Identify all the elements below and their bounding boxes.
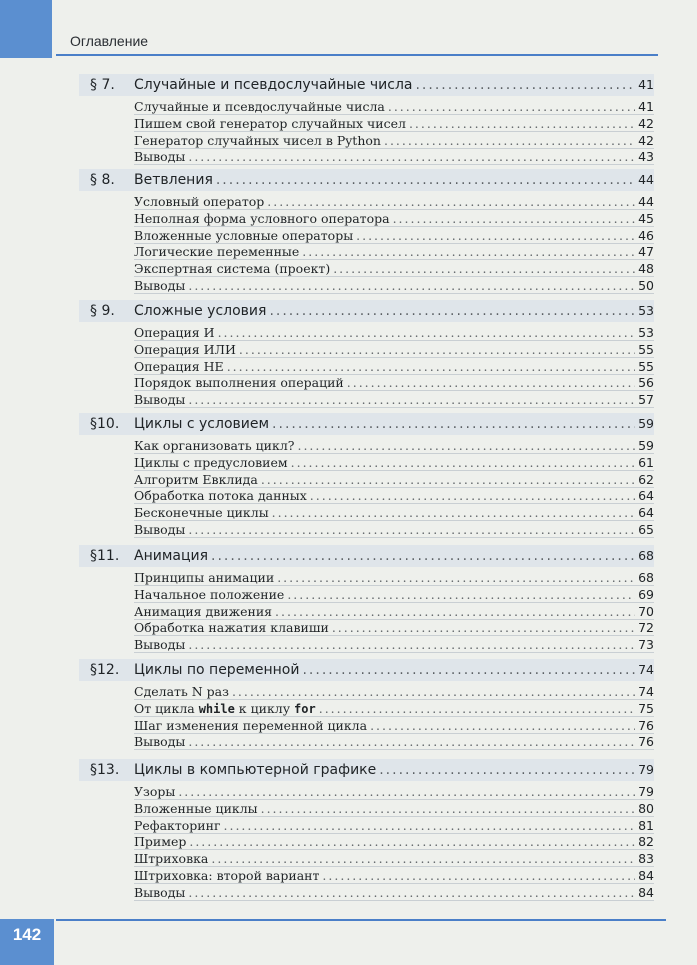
footer-rule	[56, 919, 666, 921]
toc-subsection-entry[interactable]	[134, 342, 654, 357]
subsection-title: Операция НЕ	[134, 358, 224, 374]
subsection-page: 56	[638, 375, 654, 391]
section-title: Анимация	[134, 548, 209, 564]
subsection-title: Операция И	[134, 325, 215, 340]
dot-leader	[261, 801, 635, 816]
subsection-title: Операция ИЛИ	[134, 341, 236, 357]
toc-subsection-entry[interactable]	[134, 885, 654, 900]
section-title: Сложные условия	[134, 303, 267, 319]
dot-leader	[379, 762, 635, 778]
subsection-title: Штриховка	[134, 851, 209, 867]
dot-leader	[287, 587, 635, 602]
subsection-page: 80	[638, 800, 654, 816]
subsection-page: 47	[638, 244, 654, 260]
subsection-title: Условный оператор	[134, 194, 265, 209]
subsection-page: 50	[638, 278, 654, 293]
subsection-title: Рефакторинг	[134, 817, 221, 833]
dot-leader	[211, 851, 635, 866]
subsection-page: 79	[638, 784, 654, 799]
section-number: §12.	[90, 662, 120, 678]
toc-subsection-entry[interactable]	[134, 194, 654, 209]
subsection-page: 45	[638, 210, 654, 226]
section-page: 41	[638, 77, 654, 92]
dot-leader	[188, 522, 635, 537]
dot-leader	[261, 472, 635, 487]
subsection-page: 74	[638, 684, 654, 699]
row-divider	[134, 900, 654, 901]
row-divider	[134, 652, 654, 653]
subsection-page: 76	[638, 717, 654, 733]
toc-subsection-entry[interactable]	[134, 801, 654, 816]
dot-leader	[409, 116, 635, 131]
subsection-page: 44	[638, 194, 654, 209]
section-page: 74	[638, 662, 654, 677]
toc-subsection-entry[interactable]	[134, 359, 654, 374]
toc-subsection-entry[interactable]	[134, 392, 654, 407]
toc-subsection-entry[interactable]	[134, 133, 654, 148]
dot-leader	[332, 620, 635, 635]
subsection-page: 64	[638, 488, 654, 504]
dot-leader	[370, 718, 635, 733]
section-page: 59	[638, 416, 654, 431]
subsection-title: Алгоритм Евклида	[134, 471, 258, 487]
subsection-title: Вложенные циклы	[134, 800, 258, 816]
subsection-page: 55	[638, 358, 654, 374]
dot-leader	[322, 868, 635, 883]
subsection-page: 57	[638, 392, 654, 408]
dot-leader	[388, 99, 635, 114]
subsection-title: Штриховка: второй вариант	[134, 868, 320, 883]
toc-subsection-entry[interactable]	[134, 261, 654, 276]
section-number: §11.	[90, 548, 120, 564]
subsection-page: 68	[638, 570, 654, 585]
subsection-title: Выводы	[134, 278, 186, 293]
toc-subsection-entry[interactable]	[134, 587, 654, 602]
dot-leader	[239, 342, 635, 357]
dot-leader	[272, 416, 635, 432]
subsection-page: 64	[638, 505, 654, 521]
subsection-page: 46	[638, 227, 654, 243]
toc-subsection-entry[interactable]	[134, 99, 654, 114]
toc-subsection-entry[interactable]	[134, 244, 654, 259]
dot-leader	[189, 834, 635, 849]
subsection-title: Шаг изменения переменной цикла	[134, 717, 368, 733]
subsection-title: Вложенные условные операторы	[134, 227, 354, 243]
dot-leader	[269, 303, 635, 319]
subsection-title: Сделать N раз	[134, 684, 229, 699]
subsection-title: Циклы с предусловием	[134, 454, 288, 470]
dot-leader	[188, 149, 635, 164]
toc-subsection-entry[interactable]	[134, 211, 654, 226]
dot-leader	[333, 261, 635, 276]
toc-section-entry[interactable]	[134, 303, 654, 319]
subsection-title: Бесконечные циклы	[134, 505, 269, 521]
dot-leader	[188, 885, 635, 900]
subsection-page: 69	[638, 586, 654, 602]
subsection-title: Выводы	[134, 884, 186, 900]
subsection-page: 53	[638, 325, 654, 340]
toc-subsection-entry[interactable]	[134, 149, 654, 164]
dot-leader	[232, 684, 635, 699]
subsection-title: От цикла while к циклу for	[134, 700, 316, 716]
subsection-page: 72	[638, 620, 654, 636]
subsection-page: 82	[638, 834, 654, 850]
dot-leader	[272, 505, 635, 520]
subsection-title: Выводы	[134, 734, 186, 750]
subsection-title: Пишем свой генератор случайных чисел	[134, 115, 406, 131]
section-title: Ветвления	[134, 172, 213, 188]
subsection-title: Порядок выполнения операций	[134, 375, 344, 391]
toc-subsection-entry[interactable]	[134, 438, 654, 453]
dot-leader	[188, 278, 635, 293]
dot-leader	[188, 637, 635, 652]
keyword-for: for	[294, 701, 316, 716]
subsection-page: 41	[638, 99, 654, 114]
subsection-title: Выводы	[134, 149, 186, 165]
dot-leader	[347, 375, 635, 390]
subsection-page: 73	[638, 637, 654, 653]
subsection-page: 48	[638, 261, 654, 277]
toc-subsection-entry[interactable]	[134, 228, 654, 243]
subsection-page: 84	[638, 868, 654, 883]
dot-leader	[267, 194, 635, 209]
subsection-page: 84	[638, 884, 654, 900]
section-title: Циклы по переменной	[134, 662, 300, 678]
toc-subsection-entry[interactable]	[134, 472, 654, 487]
subsection-title: Генератор случайных чисел в Python	[134, 132, 381, 148]
subsection-title: Как организовать цикл?	[134, 438, 295, 453]
dot-leader	[302, 662, 635, 678]
subsection-page: 61	[638, 454, 654, 470]
subsection-page: 42	[638, 115, 654, 131]
dot-leader	[356, 228, 635, 243]
subsection-title: Принципы анимации	[134, 570, 275, 585]
section-title: Циклы с условием	[134, 416, 270, 432]
dot-leader	[384, 133, 635, 148]
section-page: 44	[638, 172, 654, 187]
row-divider	[134, 407, 654, 408]
section-page: 53	[638, 303, 654, 318]
toc-subsection-entry[interactable]	[134, 116, 654, 131]
toc-subsection-entry[interactable]	[134, 851, 654, 866]
toc-subsection-entry[interactable]	[134, 834, 654, 849]
dot-leader	[302, 244, 635, 259]
subsection-title: Логические переменные	[134, 244, 300, 260]
keyword-while: while	[198, 701, 235, 716]
toc-subsection-entry[interactable]	[134, 604, 654, 619]
subsection-page: 62	[638, 471, 654, 487]
toc-section-entry[interactable]	[134, 762, 654, 778]
subsection-title: Анимация движения	[134, 603, 273, 619]
toc-subsection-entry[interactable]	[134, 734, 654, 749]
page-header-title: Оглавление	[70, 33, 149, 49]
toc-subsection-entry[interactable]	[134, 701, 654, 716]
section-title: Циклы в компьютерной графике	[134, 762, 377, 778]
section-title: Случайные и псевдослучайные числа	[134, 77, 413, 93]
toc-section-entry[interactable]	[134, 416, 654, 432]
toc-subsection-entry[interactable]	[134, 868, 654, 883]
corner-tab	[0, 0, 52, 58]
subsection-page: 81	[638, 817, 654, 833]
subsection-page: 76	[638, 734, 654, 750]
subsection-title: Начальное положение	[134, 586, 285, 602]
toc-subsection-entry[interactable]	[134, 684, 654, 699]
subsection-title: Выводы	[134, 522, 186, 537]
subsection-title: Узоры	[134, 784, 176, 799]
subsection-page: 83	[638, 851, 654, 867]
toc-subsection-entry[interactable]	[134, 620, 654, 635]
subsection-title: Обработка нажатия клавиши	[134, 620, 329, 636]
toc-section-entry[interactable]	[134, 77, 654, 93]
dot-leader	[188, 734, 635, 749]
toc-subsection-entry[interactable]	[134, 455, 654, 470]
section-number: § 9.	[90, 303, 115, 319]
toc-subsection-entry[interactable]	[134, 522, 654, 537]
dot-leader	[224, 818, 635, 833]
dot-leader	[275, 604, 635, 619]
toc-subsection-entry[interactable]	[134, 488, 654, 503]
dot-leader	[218, 325, 635, 340]
subsection-page: 43	[638, 149, 654, 165]
dot-leader	[291, 455, 635, 470]
subsection-page: 65	[638, 522, 654, 537]
row-divider	[134, 164, 654, 165]
page-number: 142	[12, 925, 42, 944]
toc-subsection-entry[interactable]	[134, 718, 654, 733]
toc-section-entry[interactable]	[134, 172, 654, 188]
dot-leader	[319, 701, 635, 716]
dot-leader	[211, 548, 635, 564]
dot-leader	[277, 570, 635, 585]
subsection-page: 55	[638, 341, 654, 357]
dot-leader	[227, 359, 635, 374]
subsection-title: Пример	[134, 834, 187, 850]
subsection-title: Экспертная система (проект)	[134, 261, 331, 277]
subsection-title: Случайные и псевдослучайные числа	[134, 99, 385, 114]
toc-section-entry[interactable]	[134, 662, 654, 678]
section-page: 68	[638, 548, 654, 563]
section-number: § 7.	[90, 77, 115, 93]
section-page: 79	[638, 762, 654, 777]
toc-subsection-entry[interactable]	[134, 637, 654, 652]
dot-leader	[188, 392, 635, 407]
subsection-page: 42	[638, 132, 654, 148]
row-divider	[134, 537, 654, 538]
subsection-title: Обработка потока данных	[134, 488, 307, 504]
subsection-page: 75	[638, 700, 654, 716]
row-divider	[134, 293, 654, 294]
subsection-title: Выводы	[134, 637, 186, 653]
toc-subsection-entry[interactable]	[134, 278, 654, 293]
toc-subsection-entry[interactable]	[134, 325, 654, 340]
dot-leader	[393, 211, 635, 226]
section-number: § 8.	[90, 172, 115, 188]
toc-subsection-entry[interactable]	[134, 570, 654, 585]
subsection-title: Неполная форма условного оператора	[134, 210, 390, 226]
section-number: §13.	[90, 762, 120, 778]
dot-leader	[178, 784, 635, 799]
subsection-page: 59	[638, 438, 654, 453]
header-rule	[56, 54, 658, 56]
toc-subsection-entry[interactable]	[134, 818, 654, 833]
row-divider	[134, 749, 654, 750]
dot-leader	[216, 172, 635, 188]
toc-section-entry[interactable]	[134, 548, 654, 564]
dot-leader	[297, 438, 635, 453]
dot-leader	[415, 77, 635, 93]
toc-subsection-entry[interactable]	[134, 375, 654, 390]
dot-leader	[310, 488, 635, 503]
section-number: §10.	[90, 416, 120, 432]
toc-subsection-entry[interactable]	[134, 505, 654, 520]
subsection-page: 70	[638, 603, 654, 619]
subsection-title: Выводы	[134, 392, 186, 408]
toc-subsection-entry[interactable]	[134, 784, 654, 799]
